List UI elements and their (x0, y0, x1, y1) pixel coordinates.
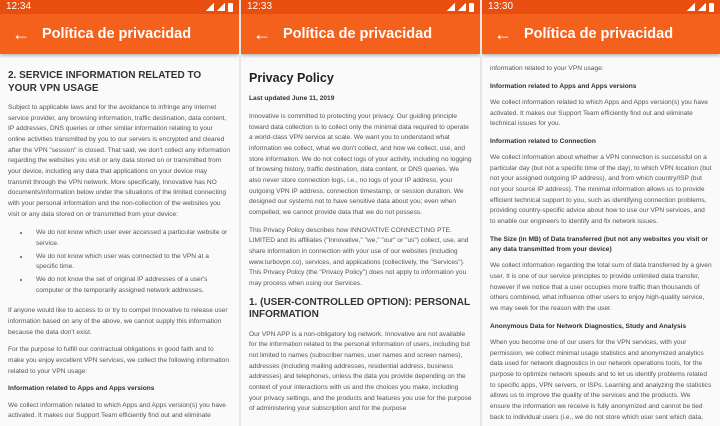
section-heading: 1. (USER-CONTROLLED OPTION): PERSONAL INFORMATION (249, 296, 470, 321)
page-title: Política de privacidad (524, 26, 674, 42)
battery-icon (228, 3, 233, 12)
paragraph: This Privacy Policy describes how INNOVATIVE CONNECTING PTE. LIMITED and its affiliates ("Innovative," "we," "our" or "us") collect, use, and share information in connection with your use of our websites (including www.turbovpn.co), services, and applications (collectively, the "Services"). This Privacy Policy (the "Privacy Policy") does not apply to information you may process when using our Services. (249, 226, 469, 287)
screen-1 (0, 0, 239, 426)
subsection-heading: Anonymous Data for Network Diagnostics, Study and Analysis (490, 322, 687, 330)
paragraph: Innovative is committed to protecting your privacy. Our guiding principle toward data collection is to collect only the minimal data required to operate a world-class VPN service at scale. We want you to understand what information we collect, what we don't collect, and how we collect, use, and store information. We do not collect logs of your activity, including no logging of browsing history, traffic destination, data content, or DNS queries. We also never store connection logs, i.e., no logs of your IP address, your outgoing VPN IP address, connection timestamp, or session duration. We designed our systems not to have sensitive data about you; even when compelled, we cannot provide data that we do not possess. (249, 112, 472, 216)
wifi-icon (206, 3, 214, 11)
paragraph: We collect information about whether a VPN connection is successful on a particular day (but not a specific time of the day), to which VPN location (but not your assigned outgoing IP address), and from which country/ISP (but not your source IP address). The minimal information allows us to provide efficient technical support to you, such as identifying connection problems, providing country-specific advice about how to use our VPN services, and to enable our engineers to identify and fix network issues. (490, 154, 712, 226)
list-item: • We do not know which user ever accessed a particular website or service. (30, 228, 231, 249)
paragraph: When you become one of our users for the VPN services, with your permission, we collect minimal usage statistics and anonymized analytics data used for network diagnostics in our network operations tools, for the purpose to optimize network speeds and to let us identify problems related to specific apps, VPN servers, or ISPs. Learning and analyzing the statistics allows us to improve the quality of the services and the products. We ensure the information we receive is fully anonymized and cannot be tied back to individual users (i.e., we do not store which user sent which data, (490, 338, 712, 421)
paragraph: We collect information regarding the total sum of data transferred by a given user. It is one of our service principles to provide unlimited data transfer, however if we notice that a user occupies more traffic than thousands of others combined, what influence other users to enjoy high-quality service, we may seek for the reason with the user. (490, 262, 712, 312)
paragraph: If anyone would like to access to or try to compel Innovative to release user information based on any of the above, we cannot supply this information because the data don't exist. (8, 307, 228, 336)
status-bar (0, 0, 239, 14)
back-arrow-icon[interactable]: ← (494, 23, 512, 44)
list-item: • We do not know which user was connected to the VPN at a specific time. (30, 252, 231, 273)
subsection-heading: Information related to Connection (490, 137, 596, 145)
status-time: 12:34 (6, 1, 32, 12)
paragraph: We collect information related to which Apps and Apps version(s) you have activated. It makes our Support Team efficiently find out and eliminate technical issues for you. (490, 98, 708, 128)
document-title: Privacy Policy (249, 71, 334, 85)
policy-content[interactable] (482, 54, 720, 423)
status-time: 13:30 (488, 1, 514, 12)
back-arrow-icon[interactable]: ← (253, 23, 271, 44)
section-heading: 2. SERVICE INFORMATION RELATED TO YOUR VPN USAGE (8, 70, 202, 94)
page-title: Política de privacidad (283, 26, 433, 42)
signal-icon (458, 3, 466, 11)
signal-icon (217, 3, 225, 11)
status-bar (482, 0, 720, 14)
policy-content[interactable] (241, 54, 480, 415)
paragraph: information related to your VPN usage: (490, 65, 604, 72)
subsection-heading: The Size (in MB) of Data transferred (but not any websites you visit or any data transmitted from your device) (490, 235, 708, 254)
screen-3 (482, 0, 720, 426)
subsection-heading: Information related to Apps and Apps versions (8, 385, 155, 393)
wifi-icon (687, 3, 695, 11)
page-title: Política de privacidad (42, 26, 192, 42)
paragraph: Our VPN APP is a non-obligatory log network. Innovative are not available for the information related to the personal information of users, including but not limited to names (subscriber names, user names and screen names), addresses (including mailing addresses, residential address, business addresses) and telephones, unless the data you provide depending on the context of your interactions with us and the choices you make, including your privacy settings, and the products and features you use for the purpose of administering your subscription and for the purpose (249, 330, 472, 413)
status-bar (241, 0, 480, 14)
battery-icon (469, 3, 474, 12)
list-item: • We do not know the set of original IP addresses of a user's computer or the temporarily assigned network addresses. (30, 275, 231, 296)
paragraph: We collect information related to which Apps and Apps version(s) you have activated. It makes our Support Team efficiently find out and eliminate (8, 401, 226, 420)
app-bar (0, 14, 239, 54)
bullet-list (30, 228, 231, 296)
paragraph: For the purpose to fulfill our contractual obligations in good faith and to make you enjoy excellent VPN services, we collect the following information related to your VPN usage: (8, 346, 229, 375)
signal-icon (698, 3, 706, 11)
wifi-icon (447, 3, 455, 11)
last-updated: Last updated June 11, 2019 (249, 95, 335, 103)
screen-2 (241, 0, 480, 426)
subsection-heading: Information related to Apps and Apps versions (490, 82, 637, 90)
status-time: 12:33 (247, 1, 273, 12)
paragraph: Subject to applicable laws and for the avoidance to infringe any internet service provider, any browsing information, traffic destination, data content, IP addresses, DNS queries or other similar information relating to your online activities transmitted by you to our servers is encrypted and cleared after the VPN "session" is closed. That said, we don't collect any information regarding the websites you visit or any data stored on or transmitted from your device, including any data that applications on your device may transmit through the VPN network. More specifically, Innovative has NO documents/information below under the situations of the limited connecting with your personal information and the non-collection of the websites you visit or any data stored on or transmitted from your device: (8, 104, 231, 218)
app-bar (482, 14, 720, 54)
battery-icon (709, 3, 714, 12)
policy-content[interactable] (0, 54, 239, 422)
app-bar (241, 14, 480, 54)
back-arrow-icon[interactable]: ← (12, 23, 30, 44)
